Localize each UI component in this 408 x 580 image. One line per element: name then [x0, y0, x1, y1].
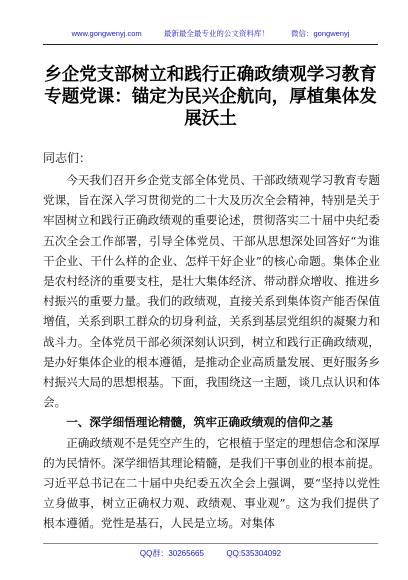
- page-footer: [43, 548, 378, 559]
- header-divider: [43, 44, 378, 45]
- header-site[interactable]: www.gongwenyj.com: [71, 29, 142, 38]
- footer-divider: [43, 543, 378, 544]
- page-header: [43, 28, 378, 39]
- document-title: 乡企党支部树立和践行正确政绩观学习教育专题党课：锚定为民兴企航向，厚植集体发展沃土: [44, 65, 377, 129]
- intro-paragraph: 今天我们召开乡企党支部全体党员、干部政绩观学习教育专题党课，旨在深入学习贯彻党的二十大及历次全会精神，特别是关于牢固树立和践行正确政绩观的重要论述，贯彻落实二十届中央纪委五次全会工作部署，引导全体党员、干部从思想深处回答好“为谁干企业、干什么样的企业、怎样干好企业”的核心命题。集体企业是农村经济的重要支柱，是壮大集体经济、带动群众增收、推进乡村振兴的重要力量。我们的政绩观，直接关系到集体资产能否保值增值，关系到职工群众的切身利益，关系到基层党组织的凝聚力和战斗力。全体党员干部必须深刻认识到，树立和践行正确政绩观，是办好集体企业的根本遵循，是推动企业高质量发展、更好服务乡村振兴大局的思想根基。下面，我围绕这一主题，谈几点认识和体会。: [43, 173, 380, 410]
- document-body: [43, 170, 380, 534]
- section-paragraph: 正确政绩观不是凭空产生的，它根植于坚定的理想信念和深厚的为民情怀。深学细悟其理论精髓，是我们干事创业的根本前提。习近平总书记在二十届中央纪委五次全会上强调，要“坚持以党性立身做事，树立正确权力观、政绩观、事业观”。这为我们提供了根本遵循。党性是基石，人民是立场。对集体: [43, 435, 380, 531]
- header-tagline: 最新最全最专业的公文资料库！: [163, 29, 269, 38]
- footer-qq-group: QQ群：30265665: [139, 549, 204, 558]
- section-heading: 一、深学细悟理论精髓，筑牢正确政绩观的信仰之基: [66, 415, 333, 430]
- footer-qq: QQ:535304092: [226, 549, 282, 558]
- header-wechat: 微信：gongwenyj: [291, 29, 350, 38]
- greeting: 同志们：: [43, 151, 92, 165]
